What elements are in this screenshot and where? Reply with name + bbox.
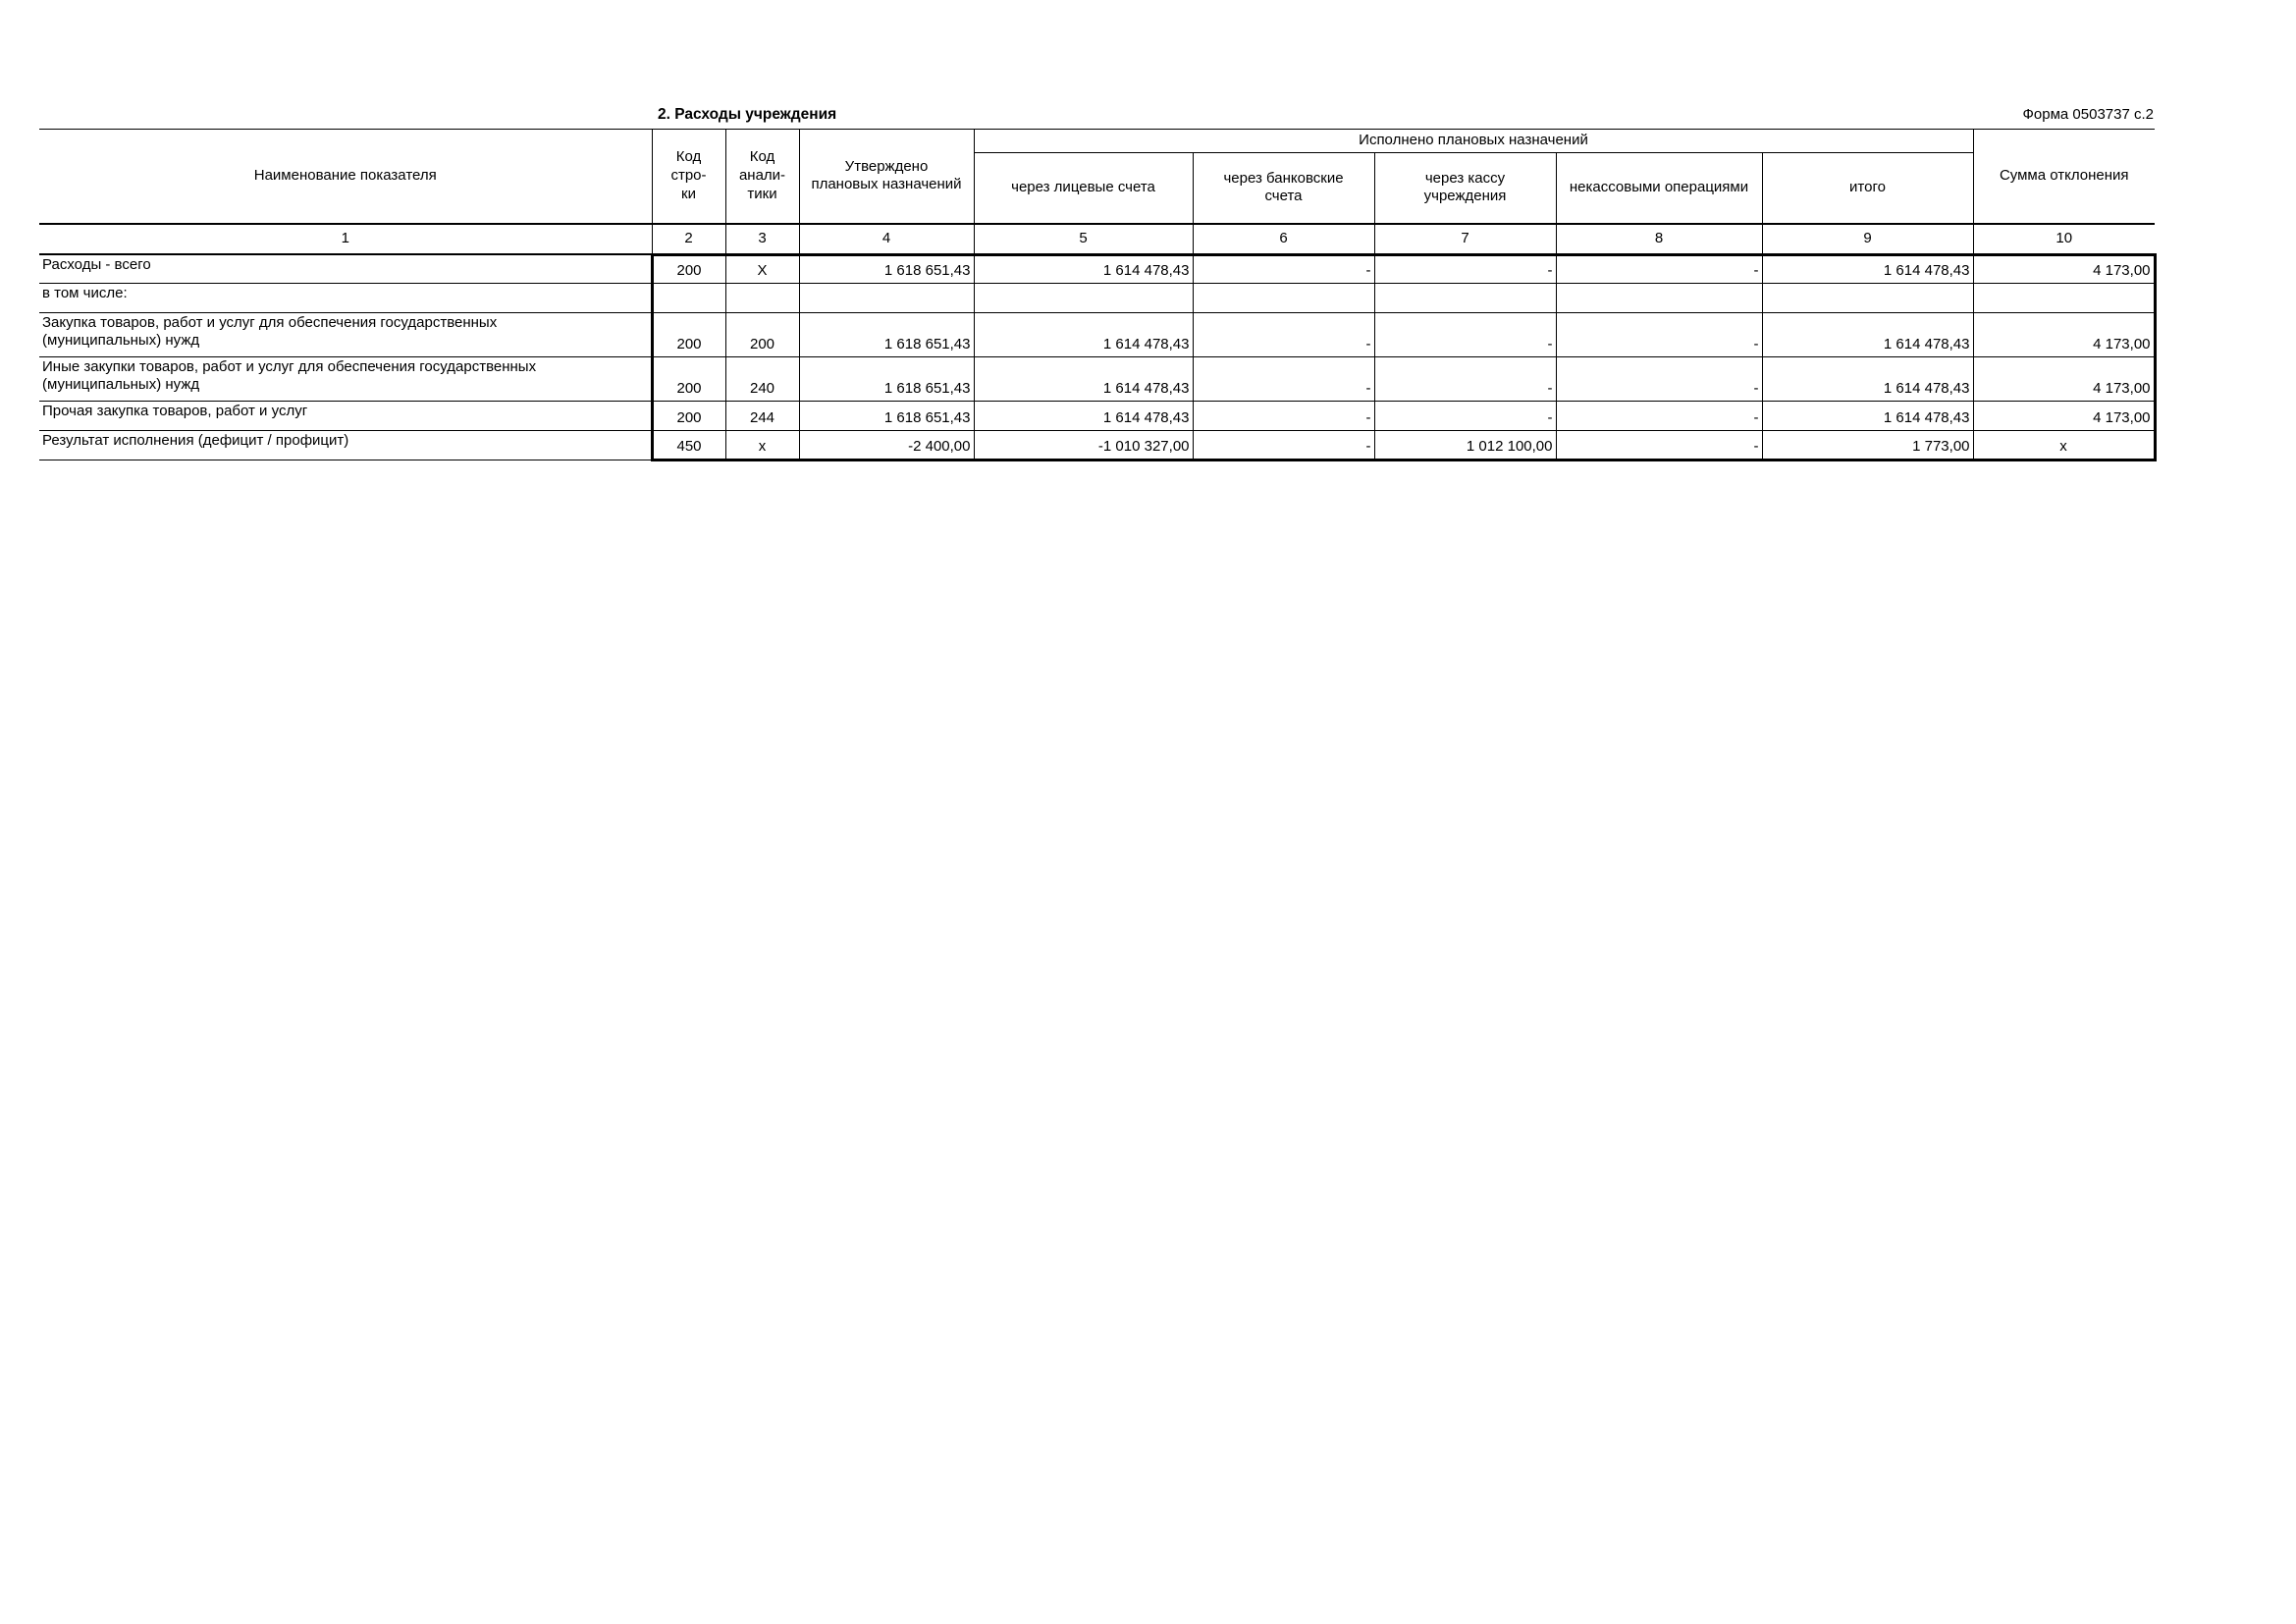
- cell-personal-accounts: 1 614 478,43: [974, 356, 1193, 401]
- cell-code-line: [652, 283, 725, 312]
- column-number: 5: [974, 224, 1193, 255]
- cell-bank-accounts: [1193, 283, 1374, 312]
- header-approved: Утверждено плановых назначений: [799, 130, 974, 224]
- header-cash-desk: через кассу учреждения: [1374, 153, 1556, 224]
- header-executed-group: Исполнено плановых назначений: [974, 130, 1973, 153]
- header-name: Наименование показателя: [39, 130, 652, 224]
- cell-personal-accounts: -1 010 327,00: [974, 430, 1193, 460]
- column-number: 3: [725, 224, 799, 255]
- table-row: [39, 356, 2155, 401]
- cell-total: 1 614 478,43: [1762, 312, 1973, 356]
- cell-total: 1 614 478,43: [1762, 254, 1973, 283]
- header-personal-accounts: через лицевые счета: [974, 153, 1193, 224]
- cell-approved: 1 618 651,43: [799, 312, 974, 356]
- cell-personal-accounts: [974, 283, 1193, 312]
- cell-approved: 1 618 651,43: [799, 254, 974, 283]
- cell-approved: 1 618 651,43: [799, 401, 974, 430]
- cell-approved: [799, 283, 974, 312]
- form-label: Форма 0503737 с.2: [2022, 106, 2154, 123]
- table-row: [39, 254, 2155, 283]
- cell-deviation: 4 173,00: [1973, 254, 2155, 283]
- table-row: [39, 312, 2155, 356]
- column-number: 9: [1762, 224, 1973, 255]
- cell-deviation: x: [1973, 430, 2155, 460]
- cell-code-analytics: 240: [725, 356, 799, 401]
- table-row: [39, 430, 2155, 460]
- cell-personal-accounts: 1 614 478,43: [974, 401, 1193, 430]
- cell-code-analytics: [725, 283, 799, 312]
- column-number: 6: [1193, 224, 1374, 255]
- cell-cash-desk: -: [1374, 401, 1556, 430]
- cell-bank-accounts: -: [1193, 254, 1374, 283]
- cell-code-line: 200: [652, 312, 725, 356]
- table-row: [39, 401, 2155, 430]
- section-title: 2. Расходы учреждения: [658, 106, 837, 123]
- cell-approved: 1 618 651,43: [799, 356, 974, 401]
- cell-bank-accounts: -: [1193, 356, 1374, 401]
- column-number: 10: [1973, 224, 2155, 255]
- header-non-cash: некассовыми операциями: [1556, 153, 1762, 224]
- cell-non-cash: -: [1556, 401, 1762, 430]
- cell-non-cash: -: [1556, 254, 1762, 283]
- cell-cash-desk: [1374, 283, 1556, 312]
- cell-non-cash: -: [1556, 430, 1762, 460]
- cell-cash-desk: 1 012 100,00: [1374, 430, 1556, 460]
- cell-personal-accounts: 1 614 478,43: [974, 312, 1193, 356]
- cell-deviation: 4 173,00: [1973, 312, 2155, 356]
- cell-bank-accounts: -: [1193, 312, 1374, 356]
- header-code-analytics: Код анали- тики: [725, 130, 799, 224]
- cell-bank-accounts: -: [1193, 430, 1374, 460]
- cell-personal-accounts: 1 614 478,43: [974, 254, 1193, 283]
- cell-code-line: 200: [652, 254, 725, 283]
- header-bank-accounts: через банковские счета: [1193, 153, 1374, 224]
- cell-deviation: 4 173,00: [1973, 356, 2155, 401]
- row-name: Результат исполнения (дефицит / профицит): [39, 430, 652, 460]
- cell-cash-desk: -: [1374, 312, 1556, 356]
- cell-code-analytics: x: [725, 430, 799, 460]
- cell-non-cash: -: [1556, 356, 1762, 401]
- column-number: 2: [652, 224, 725, 255]
- column-number: 7: [1374, 224, 1556, 255]
- cell-code-line: 200: [652, 356, 725, 401]
- row-name: в том числе:: [39, 283, 652, 312]
- cell-approved: -2 400,00: [799, 430, 974, 460]
- row-name: Расходы - всего: [39, 254, 652, 283]
- column-number: 8: [1556, 224, 1762, 255]
- cell-total: 1 773,00: [1762, 430, 1973, 460]
- cell-code-line: 200: [652, 401, 725, 430]
- column-number: 1: [39, 224, 652, 255]
- cell-deviation: 4 173,00: [1973, 401, 2155, 430]
- cell-cash-desk: -: [1374, 254, 1556, 283]
- cell-total: 1 614 478,43: [1762, 356, 1973, 401]
- row-name: Закупка товаров, работ и услуг для обеспечения государственных (муниципальных) нужд: [39, 312, 652, 356]
- cell-cash-desk: -: [1374, 356, 1556, 401]
- cell-total: [1762, 283, 1973, 312]
- header-total: итого: [1762, 153, 1973, 224]
- cell-code-analytics: X: [725, 254, 799, 283]
- row-name: Иные закупки товаров, работ и услуг для обеспечения государственных (муниципальных) нужд: [39, 356, 652, 401]
- cell-code-analytics: 200: [725, 312, 799, 356]
- expenses-table: [39, 129, 2157, 461]
- table-row: [39, 283, 2155, 312]
- cell-total: 1 614 478,43: [1762, 401, 1973, 430]
- cell-non-cash: -: [1556, 312, 1762, 356]
- cell-bank-accounts: -: [1193, 401, 1374, 430]
- header-deviation: Сумма отклонения: [1973, 130, 2155, 224]
- column-number: 4: [799, 224, 974, 255]
- cell-deviation: [1973, 283, 2155, 312]
- cell-code-line: 450: [652, 430, 725, 460]
- header-code-line: Код стро- ки: [652, 130, 725, 224]
- cell-code-analytics: 244: [725, 401, 799, 430]
- row-name: Прочая закупка товаров, работ и услуг: [39, 401, 652, 430]
- cell-non-cash: [1556, 283, 1762, 312]
